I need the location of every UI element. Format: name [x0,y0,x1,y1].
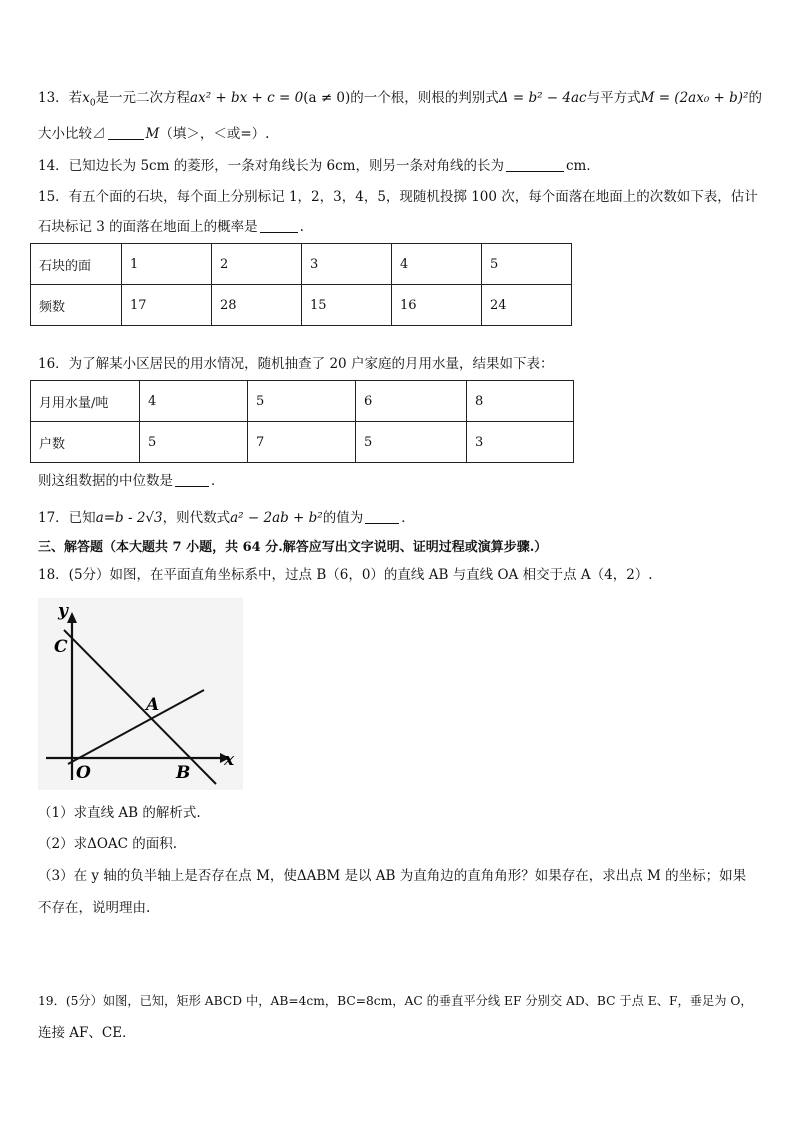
q16-text: 则这组数据的中位数是 [38,473,173,489]
q17-end: ． [401,510,415,526]
table-cell: 8 [467,381,574,422]
section-description: （本大题共 7 小题，共 64 分.解答应写出文字说明、证明过程或演算步骤.） [103,540,548,555]
q18-sub3-line1: （3）在 y 轴的负半轴上是否存在点 M，使ΔABM 是以 AB 为直角边的直角角形？如果存在，求出点 M 的坐标；如果 [38,868,747,884]
table-row [31,244,572,285]
table-cell: 5 [356,422,467,463]
q13-text-2: 的一个根，则根的判别式 [350,90,499,106]
q13-line2 [38,124,269,144]
table-cell: 1 [122,244,212,285]
q18-sub1: （1）求直线 AB 的解析式. [38,805,201,821]
q16-end: ． [211,473,225,489]
table-cell: 17 [122,285,212,326]
table-row [31,422,574,463]
q17-prefix: 17．已知 [38,510,96,526]
q16-answer-blank[interactable] [175,472,209,487]
origin-label: O [76,763,91,783]
q13-tail: 的 [748,90,762,106]
table-cell: 5 [140,422,248,463]
q15-line2 [38,217,304,237]
table-cell: 2 [212,244,302,285]
table-cell: 石块的面 [31,244,122,285]
q14-line [38,156,600,176]
q15-table [30,243,572,326]
q17-text: ，则代数式 [162,510,231,526]
table-cell: 户数 [31,422,140,463]
q13-discriminant: Δ = b² − 4ac [498,90,587,106]
q15-line1: 15．有五个面的石块，每个面上分别标记 1，2，3，4，5，现随机投掷 100 次，每个面落在地面上的次数如下表，估计 [38,189,758,205]
table-row [31,285,572,326]
point-c-label: C [54,637,68,657]
q18-figure [38,598,243,790]
table-row [31,381,574,422]
y-axis-label: y [58,601,68,621]
q13-compare-text: 大小比较 [38,126,92,142]
table-cell: 3 [302,244,392,285]
point-a-label: A [146,695,160,715]
q15-answer-blank[interactable] [260,218,298,233]
q13-condition: (a ≠ 0) [303,90,351,106]
table-cell: 4 [392,244,482,285]
section-3-heading [38,538,547,558]
q16-table [30,380,574,463]
q19-line1: 19．(5分）如图，已知，矩形 ABCD 中，AB=4cm，BC=8cm，AC 的垂直平分线 EF 分别交 AD、BC 于点 E、F，垂足为 O， [38,994,753,1008]
q14-answer-blank[interactable] [506,157,564,172]
q17-answer-blank[interactable] [365,509,399,524]
q18-sub3-line2: 不存在，说明理由. [38,900,151,916]
q14-text: 14．已知边长为 5cm 的菱形，一条对角线长为 6cm，则另一条对角线的长为 [38,158,504,174]
table-cell: 5 [248,381,356,422]
q19-line2: 连接 AF、CE． [38,1025,136,1041]
q13-x0-sub: 0 [89,98,96,109]
table-cell: 7 [248,422,356,463]
q13-prefix: 13．若 [38,90,83,106]
q13-text-3: 与平方式 [586,90,641,106]
figure-background [38,598,243,790]
q15-text: 石块标记 3 的面落在地面上的概率是 [38,219,258,235]
table-cell: 6 [356,381,467,422]
table-cell: 16 [392,285,482,326]
table-cell: 4 [140,381,248,422]
q13-square: M = (2ax₀ + b)² [640,90,749,106]
q13-delta-symbol: ⊿ [92,126,106,142]
q13-line1 [38,88,762,114]
q17-text-2: 的值为 [322,510,364,526]
q14-unit: cm． [565,158,600,174]
table-cell: 15 [302,285,392,326]
table-cell: 28 [212,285,302,326]
q17-line [38,508,415,528]
q16-line1: 16．为了解某小区居民的用水情况，随机抽查了 20 户家庭的月用水量，结果如下表： [38,356,554,372]
table-cell: 24 [482,285,572,326]
q18-sub2: （2）求ΔOAC 的面积. [38,836,178,852]
q13-answer-blank[interactable] [108,125,144,140]
q13-text-1: 是一元二次方程 [95,90,191,106]
q13-m-symbol: M [145,126,160,142]
q13-equation: ax² + bx + c = 0 [190,90,304,106]
q13-hint: （填＞，＜或=）. [159,126,270,142]
q16-after [38,471,225,491]
x-axis-label: x [224,750,235,770]
q17-given: a=b - 2√3 [95,510,163,526]
table-cell: 5 [482,244,572,285]
table-cell: 3 [467,422,574,463]
table-cell: 月用水量/吨 [31,381,140,422]
section-title: 三、解答题 [38,540,104,555]
q13-x0: x [82,90,90,106]
table-cell: 频数 [31,285,122,326]
point-b-label: B [176,763,191,783]
q15-end: . [299,219,304,235]
q17-expression: a² − 2ab + b² [230,510,323,526]
q18-line1: 18．(5分）如图，在平面直角坐标系中，过点 B（6，0）的直线 AB 与直线 OA 相交于点 A（4，2）. [38,567,653,583]
